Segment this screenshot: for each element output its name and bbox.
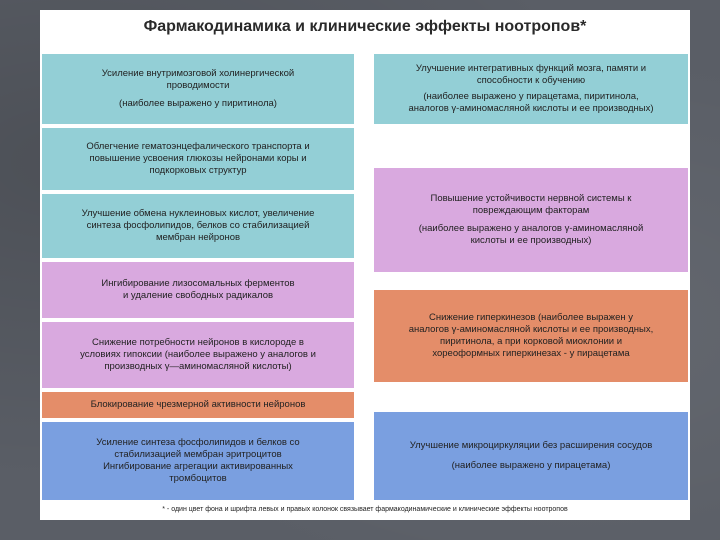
line: Усиление синтеза фосфолипидов и белков со (96, 437, 300, 448)
line: Блокирование чрезмерной активности нейронов (90, 399, 306, 410)
line: производных γ—аминомасляной кислоты) (104, 361, 292, 372)
page-title: Фармакодинамика и клинические эффекты ноотропов* (143, 18, 587, 35)
line: Улучшение микроциркуляции без расширения сосудов (409, 440, 653, 451)
left-box-1 (42, 54, 354, 124)
left-box-6 (42, 392, 354, 418)
line: Повышение устойчивости нервной системы к (430, 193, 632, 204)
left-box-3 (42, 194, 354, 258)
line: способности к обучению (476, 75, 586, 86)
line: Снижение гиперкинезов (наиболее выражен у (429, 312, 633, 323)
line: Ингибирование агрегации активированных (103, 461, 293, 472)
line: Улучшение интегративных функций мозга, памяти и (415, 63, 647, 74)
line: тромбоцитов (169, 473, 227, 484)
line: повреждающим факторам (472, 205, 590, 216)
left-box-5 (42, 322, 354, 388)
left-box-4 (42, 262, 354, 318)
line: Снижение потребности нейронов в кислороде в (92, 337, 304, 348)
right-box-3 (374, 290, 688, 382)
line: Ингибирование лизосомальных ферментов (101, 278, 295, 289)
left-box-2 (42, 128, 354, 190)
line: и удаление свободных радикалов (122, 290, 274, 301)
line: (наиболее выражено у пирацетама) (451, 460, 611, 471)
line: синтеза фосфолипидов, белков со стабилизацией (86, 220, 310, 231)
line: мембран нейронов (155, 232, 241, 243)
right-box-1 (374, 54, 688, 124)
line: Усиление внутримозговой холинергической (101, 68, 295, 79)
line: Облегчение гематоэнцефалического транспорта и (86, 141, 310, 152)
right-box-2 (374, 168, 688, 272)
footnote: * - один цвет фона и шрифта левых и правых колонок связывает фармакодинамические и клинические эффекты ноотропов (162, 506, 568, 513)
left-box-7 (42, 422, 354, 500)
line: проводимости (166, 80, 230, 91)
line: аналогов γ-аминомасляной кислоты и ее производных, (408, 324, 654, 335)
line: подкорковых структур (149, 165, 247, 176)
line: аналогов γ-аминомасляной кислоты и ее производных) (408, 103, 654, 114)
line: (наиболее выражено у пиритинола) (119, 98, 277, 109)
line: условиях гипоксии (наиболее выражено у аналогов и (80, 349, 316, 360)
right-box-4 (374, 412, 688, 500)
line: стабилизацией мембран эритроцитов (114, 449, 282, 460)
line: пиритинола, а при корковой миоклонии и (439, 336, 623, 347)
line: повышение усвоения глюкозы нейронами коры и (89, 153, 307, 164)
line: Улучшение обмена нуклеиновых кислот, увеличение (81, 208, 315, 219)
line: (наиболее выражено у аналогов γ-аминомасляной (418, 223, 644, 234)
line: хореоформных гиперкинезах - у пирацетама (432, 348, 630, 359)
line: (наиболее выражено у пирацетама, пиритинола, (423, 91, 639, 102)
slide (40, 10, 690, 520)
line: кислоты и ее производных) (470, 235, 592, 246)
